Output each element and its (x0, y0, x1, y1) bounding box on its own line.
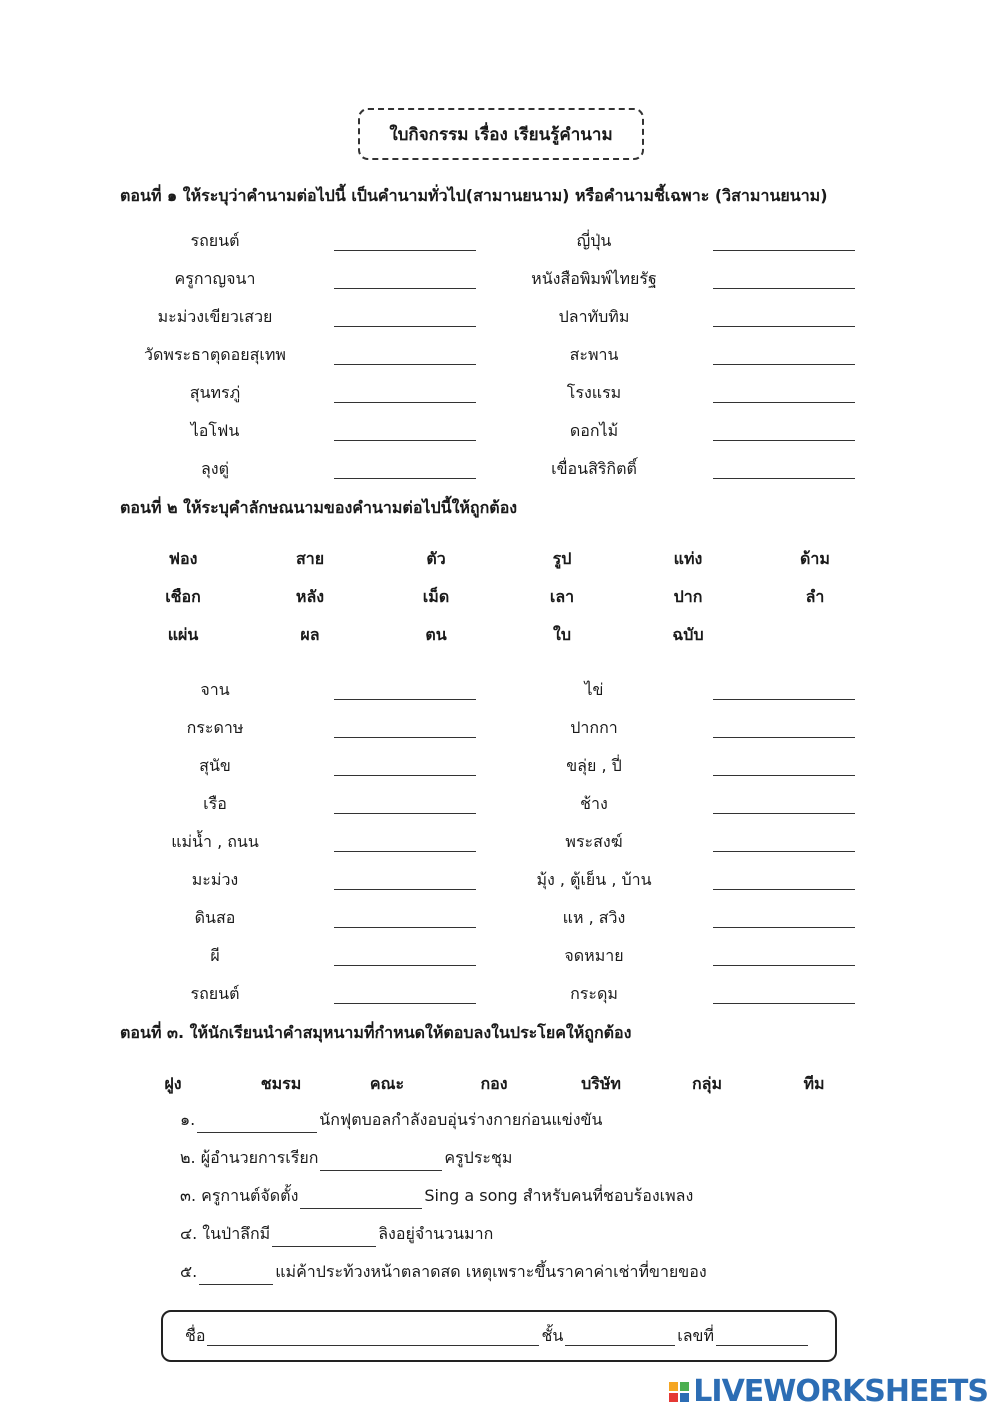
name-field[interactable] (207, 1327, 539, 1346)
name-label: ชื่อ (185, 1325, 206, 1345)
sentence-row (180, 1146, 512, 1171)
sentence-prefix: ๑. (180, 1110, 196, 1129)
liveworksheets-logo (669, 1374, 988, 1409)
part1-right-word: โรงแรม (566, 383, 622, 402)
logo-square (669, 1393, 678, 1402)
sentence-prefix: ๔. ในป่าลึกมี (180, 1224, 271, 1243)
part2-right-word: ขลุ่ย , ปี่ (566, 756, 622, 775)
part2-heading: ตอนที่ ๒ ให้ระบุคำลักษณนามของคำนามต่อไปนี้ให้ถูกต้อง (120, 498, 518, 517)
classifier-option: ใบ (553, 625, 571, 644)
part1-right-answer-line[interactable] (713, 250, 855, 251)
sentence-answer-blank[interactable] (320, 1152, 442, 1171)
part1-left-answer-line[interactable] (334, 440, 476, 441)
sentence-row (180, 1260, 707, 1285)
part2-right-answer-line[interactable] (713, 775, 855, 776)
part1-right-answer-line[interactable] (713, 478, 855, 479)
part2-left-word: เรือ (203, 794, 227, 813)
classifier-option: เชือก (165, 587, 201, 606)
logo-square (680, 1382, 689, 1391)
part2-right-answer-line[interactable] (713, 851, 855, 852)
classifier-option: แผ่น (167, 625, 199, 644)
classifier-option: เม็ด (422, 587, 450, 606)
sentence-answer-blank[interactable] (197, 1114, 317, 1133)
part2-left-word: สุนัข (199, 756, 231, 775)
part1-right-answer-line[interactable] (713, 326, 855, 327)
sentence-answer-blank[interactable] (272, 1228, 376, 1247)
collective-noun-option: กลุ่ม (691, 1074, 723, 1093)
part2-left-word: แม่น้ำ , ถนน (171, 832, 259, 851)
part2-left-answer-line[interactable] (334, 1003, 476, 1004)
part1-right-word: ญี่ปุ่น (576, 231, 612, 250)
part1-right-word: ดอกไม้ (569, 421, 619, 440)
collective-noun-option: ทีม (803, 1074, 825, 1093)
sentence-row (180, 1222, 493, 1247)
classifier-option: รูป (552, 549, 572, 568)
part2-right-answer-line[interactable] (713, 1003, 855, 1004)
part2-left-word: รถยนต์ (190, 984, 240, 1003)
classifier-option: สาย (295, 549, 325, 568)
part2-right-answer-line[interactable] (713, 699, 855, 700)
collective-noun-option: ฝูง (164, 1074, 182, 1093)
part1-left-word: ลุงตู่ (200, 459, 230, 478)
logo-square (680, 1393, 689, 1402)
collective-noun-option: กอง (480, 1074, 508, 1093)
part1-left-word: วัดพระธาตุดอยสุเทพ (144, 345, 286, 364)
sentence-row (180, 1184, 693, 1209)
sentence-prefix: ๕. (180, 1262, 198, 1281)
class-label: ชั้น (541, 1325, 564, 1345)
classifier-option: ลำ (805, 587, 825, 606)
collective-noun-option: บริษัท (581, 1074, 621, 1093)
part2-right-answer-line[interactable] (713, 813, 855, 814)
part2-left-answer-line[interactable] (334, 737, 476, 738)
number-field[interactable] (716, 1327, 808, 1346)
classifier-option: ฟอง (168, 549, 198, 568)
part1-left-answer-line[interactable] (334, 250, 476, 251)
sentence-suffix: นักฟุตบอลกำลังอบอุ่นร่างกายก่อนแข่งขัน (319, 1110, 603, 1129)
part2-right-word: กระดุม (570, 984, 618, 1003)
sentence-suffix: แม่ค้าประท้วงหน้าตลาดสด เหตุเพราะขึ้นราคาค่าเช่าที่ขายของ (275, 1262, 707, 1281)
part2-left-answer-line[interactable] (334, 813, 476, 814)
part2-left-answer-line[interactable] (334, 775, 476, 776)
classifier-option: ด้าม (800, 549, 830, 568)
classifier-option: เลา (549, 587, 575, 606)
classifier-option: แท่ง (673, 549, 703, 568)
sentence-suffix: ลิงอยู่จำนวนมาก (378, 1224, 494, 1243)
part1-left-answer-line[interactable] (334, 326, 476, 327)
part1-right-word: สะพาน (569, 345, 619, 364)
part2-left-answer-line[interactable] (334, 699, 476, 700)
part2-right-word: ช้าง (580, 794, 608, 813)
classifier-option: ฉบับ (672, 625, 704, 644)
classifier-option: ปาก (673, 587, 703, 606)
sentence-suffix: Sing a song สำหรับคนที่ชอบร้องเพลง (424, 1186, 694, 1205)
part1-right-word: หนังสือพิมพ์ไทยรัฐ (531, 269, 657, 288)
sentence-suffix: ครูประชุม (444, 1148, 513, 1167)
logo-text: LIVEWORKSHEETS (693, 1374, 988, 1409)
part2-left-word: กระดาษ (186, 718, 244, 737)
part1-right-answer-line[interactable] (713, 440, 855, 441)
part2-right-word: ปากกา (570, 718, 618, 737)
part2-right-word: มุ้ง , ตู้เย็น , บ้าน (536, 870, 652, 889)
classifier-option: ตน (425, 625, 447, 644)
part1-right-word: ปลาทับทิม (558, 307, 630, 326)
number-label: เลขที่ (677, 1325, 715, 1345)
part1-left-answer-line[interactable] (334, 288, 476, 289)
part2-left-answer-line[interactable] (334, 965, 476, 966)
part1-left-word: รถยนต์ (190, 231, 240, 250)
classifier-option: ผล (300, 625, 320, 644)
sentence-prefix: ๒. ผู้อำนวยการเรียก (180, 1148, 319, 1167)
worksheet-title (358, 108, 644, 160)
sentence-prefix: ๓. ครูกานต์จัดตั้ง (180, 1186, 299, 1205)
logo-mark-icon (669, 1382, 689, 1402)
part2-left-word: ผี (210, 946, 220, 965)
part1-left-word: ครูกาญจนา (174, 269, 256, 288)
student-info-box (161, 1310, 837, 1362)
part2-right-answer-line[interactable] (713, 737, 855, 738)
part2-left-answer-line[interactable] (334, 851, 476, 852)
class-field[interactable] (565, 1327, 675, 1346)
part1-left-answer-line[interactable] (334, 402, 476, 403)
part1-right-word: เขื่อนสิริกิตติ์ (551, 459, 637, 478)
part1-right-answer-line[interactable] (713, 402, 855, 403)
part1-left-word: มะม่วงเขียวเสวย (157, 307, 273, 326)
part1-left-answer-line[interactable] (334, 364, 476, 365)
collective-noun-option: คณะ (369, 1074, 405, 1093)
classifier-option: ตัว (426, 549, 446, 568)
sentence-answer-blank[interactable] (300, 1190, 422, 1209)
part2-left-answer-line[interactable] (334, 927, 476, 928)
part2-right-answer-line[interactable] (713, 965, 855, 966)
part2-left-word: ดินสอ (194, 908, 236, 927)
part2-left-word: มะม่วง (191, 870, 239, 889)
part2-left-answer-line[interactable] (334, 889, 476, 890)
sentence-row (180, 1108, 602, 1133)
part2-right-word: ไข่ (584, 680, 604, 699)
part1-left-answer-line[interactable] (334, 478, 476, 479)
part1-left-word: ไอโฟน (190, 421, 240, 440)
classifier-option: หลัง (295, 587, 325, 606)
part2-right-answer-line[interactable] (713, 927, 855, 928)
sentence-answer-blank[interactable] (199, 1266, 273, 1285)
part1-heading: ตอนที่ ๑ ให้ระบุว่าคำนามต่อไปนี้ เป็นคำนามทั่วไป(สามานยนาม) หรือคำนามชี้เฉพาะ (วิสามานยนาม) (120, 186, 828, 205)
part2-right-word: พระสงฆ์ (565, 832, 623, 851)
worksheet-title-text: ใบกิจกรรม เรื่อง เรียนรู้คำนาม (389, 124, 613, 145)
part2-right-word: จดหมาย (564, 946, 624, 965)
part1-right-answer-line[interactable] (713, 288, 855, 289)
part2-left-word: จาน (200, 680, 230, 699)
logo-square (669, 1382, 678, 1391)
part1-left-word: สุนทรภู่ (189, 383, 241, 402)
part2-right-answer-line[interactable] (713, 889, 855, 890)
part3-heading: ตอนที่ ๓. ให้นักเรียนนำคำสมุหนามที่กำหนดให้ตอบลงในประโยคให้ถูกต้อง (120, 1023, 632, 1042)
part1-right-answer-line[interactable] (713, 364, 855, 365)
collective-noun-option: ชมรม (260, 1074, 302, 1093)
part2-right-word: แห , สวิง (562, 908, 626, 927)
